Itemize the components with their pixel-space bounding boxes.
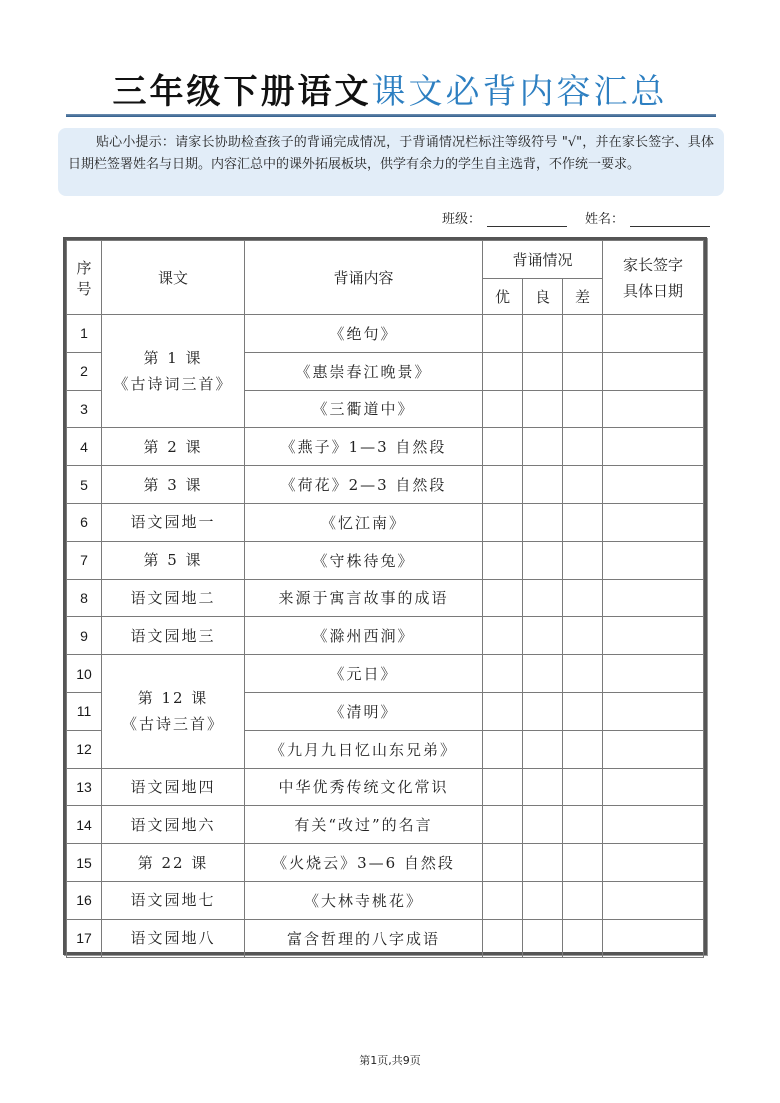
recitation-table [63,237,707,955]
grade-good-cell[interactable] [523,466,563,504]
lesson-cell: 语文园地四 [102,768,245,806]
lesson-cell: 语文园地七 [102,881,245,919]
table-row [67,503,704,541]
table-row [67,806,704,844]
grade-good-cell[interactable] [523,352,563,390]
lesson-cell: 语文园地二 [102,579,245,617]
grade-excellent-cell[interactable] [483,768,523,806]
table-row [67,768,704,806]
table-row [67,655,704,693]
table-row [67,881,704,919]
content-cell: 《三衢道中》 [245,390,483,428]
grade-excellent-cell[interactable] [483,466,523,504]
grade-excellent-cell[interactable] [483,541,523,579]
grade-good-cell[interactable] [523,428,563,466]
grade-good-cell[interactable] [523,579,563,617]
grade-good-cell[interactable] [523,315,563,353]
grade-excellent-cell[interactable] [483,881,523,919]
parent-sign-cell[interactable] [603,806,704,844]
row-number: 2 [67,352,102,390]
grade-poor-cell[interactable] [563,844,603,882]
row-number: 3 [67,390,102,428]
row-number: 9 [67,617,102,655]
parent-sign-cell[interactable] [603,390,704,428]
header-seq: 序 号 [67,241,102,315]
parent-sign-cell[interactable] [603,428,704,466]
lesson-cell: 第 1 课 《古诗词三首》 [102,315,245,428]
grade-excellent-cell[interactable] [483,692,523,730]
grade-good-cell[interactable] [523,655,563,693]
grade-poor-cell[interactable] [563,655,603,693]
title-underline [66,114,716,117]
header-content: 背诵内容 [245,241,483,315]
content-cell: 《大林寺桃花》 [245,881,483,919]
row-number: 7 [67,541,102,579]
table-row [67,315,704,353]
grade-good-cell[interactable] [523,919,563,957]
header-grade-good: 良 [523,279,563,315]
row-number: 12 [67,730,102,768]
parent-sign-cell[interactable] [603,692,704,730]
grade-good-cell[interactable] [523,692,563,730]
table-row [67,844,704,882]
grade-poor-cell[interactable] [563,541,603,579]
table-row [67,617,704,655]
grade-poor-cell[interactable] [563,881,603,919]
content-cell: 中华优秀传统文化常识 [245,768,483,806]
grade-excellent-cell[interactable] [483,730,523,768]
parent-sign-cell[interactable] [603,881,704,919]
content-cell: 来源于寓言故事的成语 [245,579,483,617]
row-number: 6 [67,503,102,541]
table-row [67,541,704,579]
grade-good-cell[interactable] [523,503,563,541]
row-number: 1 [67,315,102,353]
grade-excellent-cell[interactable] [483,919,523,957]
grade-excellent-cell[interactable] [483,315,523,353]
name-label: 姓名： [585,212,625,227]
content-cell: 《守株待兔》 [245,541,483,579]
lesson-cell: 语文园地一 [102,503,245,541]
lesson-cell: 第 3 课 [102,466,245,504]
grade-poor-cell[interactable] [563,352,603,390]
parent-sign-cell[interactable] [603,541,704,579]
table-row [67,428,704,466]
grade-good-cell[interactable] [523,730,563,768]
table-row [67,579,704,617]
grade-poor-cell[interactable] [563,730,603,768]
content-cell: 有关“改过”的名言 [245,806,483,844]
grade-excellent-cell[interactable] [483,844,523,882]
row-number: 8 [67,579,102,617]
grade-poor-cell[interactable] [563,579,603,617]
table-row [67,466,704,504]
page-number: 第1页,共9页 [359,1054,421,1067]
content-cell: 《燕子》1—3 自然段 [245,428,483,466]
parent-sign-cell[interactable] [603,919,704,957]
content-cell: 《荷花》2—3 自然段 [245,466,483,504]
grade-good-cell[interactable] [523,806,563,844]
row-number: 4 [67,428,102,466]
grade-excellent-cell[interactable] [483,806,523,844]
row-number: 16 [67,881,102,919]
lesson-cell: 第 12 课 《古诗三首》 [102,655,245,768]
parent-sign-cell[interactable] [603,655,704,693]
grade-excellent-cell[interactable] [483,352,523,390]
grade-poor-cell[interactable] [563,466,603,504]
lesson-cell: 语文园地八 [102,919,245,957]
lesson-cell: 语文园地六 [102,806,245,844]
content-cell: 《忆江南》 [245,503,483,541]
table-row [67,919,704,957]
content-cell: 富含哲理的八字成语 [245,919,483,957]
parent-sign-cell[interactable] [603,503,704,541]
grade-poor-cell[interactable] [563,390,603,428]
parent-sign-cell[interactable] [603,315,704,353]
content-cell: 《滁州西涧》 [245,617,483,655]
row-number: 10 [67,655,102,693]
row-number: 15 [67,844,102,882]
page-title [0,70,780,114]
grade-poor-cell[interactable] [563,692,603,730]
grade-excellent-cell[interactable] [483,503,523,541]
grade-excellent-cell[interactable] [483,428,523,466]
grade-poor-cell[interactable] [563,428,603,466]
parent-sign-cell[interactable] [603,617,704,655]
class-label: 班级： [442,212,482,227]
grade-poor-cell[interactable] [563,315,603,353]
row-number: 5 [67,466,102,504]
grade-excellent-cell[interactable] [483,579,523,617]
parent-sign-cell[interactable] [603,579,704,617]
parent-sign-cell[interactable] [603,844,704,882]
grade-good-cell[interactable] [523,390,563,428]
title-blue-part: 课文必背内容汇总 [371,72,668,112]
header-grade-excellent: 优 [483,279,523,315]
grade-poor-cell[interactable] [563,806,603,844]
class-blank[interactable] [487,214,567,227]
content-cell: 《惠崇春江晚景》 [245,352,483,390]
header-lesson: 课文 [102,241,245,315]
grade-good-cell[interactable] [523,541,563,579]
header-sign: 家长签字 具体日期 [603,241,704,315]
header-grade-poor: 差 [563,279,603,315]
grade-excellent-cell[interactable] [483,655,523,693]
name-blank[interactable] [630,214,710,227]
grade-excellent-cell[interactable] [483,390,523,428]
row-number: 11 [67,692,102,730]
grade-poor-cell[interactable] [563,503,603,541]
lesson-cell: 第 2 课 [102,428,245,466]
content-cell: 《火烧云》3—6 自然段 [245,844,483,882]
parent-sign-cell[interactable] [603,352,704,390]
lesson-cell: 语文园地三 [102,617,245,655]
grade-excellent-cell[interactable] [483,617,523,655]
content-cell: 《元日》 [245,655,483,693]
parent-sign-cell[interactable] [603,768,704,806]
header-status: 背诵情况 [483,241,603,279]
grade-poor-cell[interactable] [563,617,603,655]
grade-poor-cell[interactable] [563,919,603,957]
grade-good-cell[interactable] [523,881,563,919]
row-number: 14 [67,806,102,844]
row-number: 13 [67,768,102,806]
row-number: 17 [67,919,102,957]
lesson-cell: 第 22 课 [102,844,245,882]
tip-box: 贴心小提示：请家长协助检查孩子的背诵完成情况，于背诵情况栏标注等级符号 "√"，并在家长签字、具体日期栏签署姓名与日期。内容汇总中的课外拓展板块，供学有余力的学生自主选背，不作统一要求。 [58,128,724,196]
grade-good-cell[interactable] [523,768,563,806]
name-field[interactable] [585,208,710,227]
lesson-cell: 第 5 课 [102,541,245,579]
grade-poor-cell[interactable] [563,768,603,806]
content-cell: 《九月九日忆山东兄弟》 [245,730,483,768]
grade-good-cell[interactable] [523,844,563,882]
title-black-part: 三年级下册语文 [112,72,372,112]
parent-sign-cell[interactable] [603,466,704,504]
content-cell: 《绝句》 [245,315,483,353]
grade-good-cell[interactable] [523,617,563,655]
class-field[interactable] [442,208,567,227]
parent-sign-cell[interactable] [603,730,704,768]
content-cell: 《清明》 [245,692,483,730]
